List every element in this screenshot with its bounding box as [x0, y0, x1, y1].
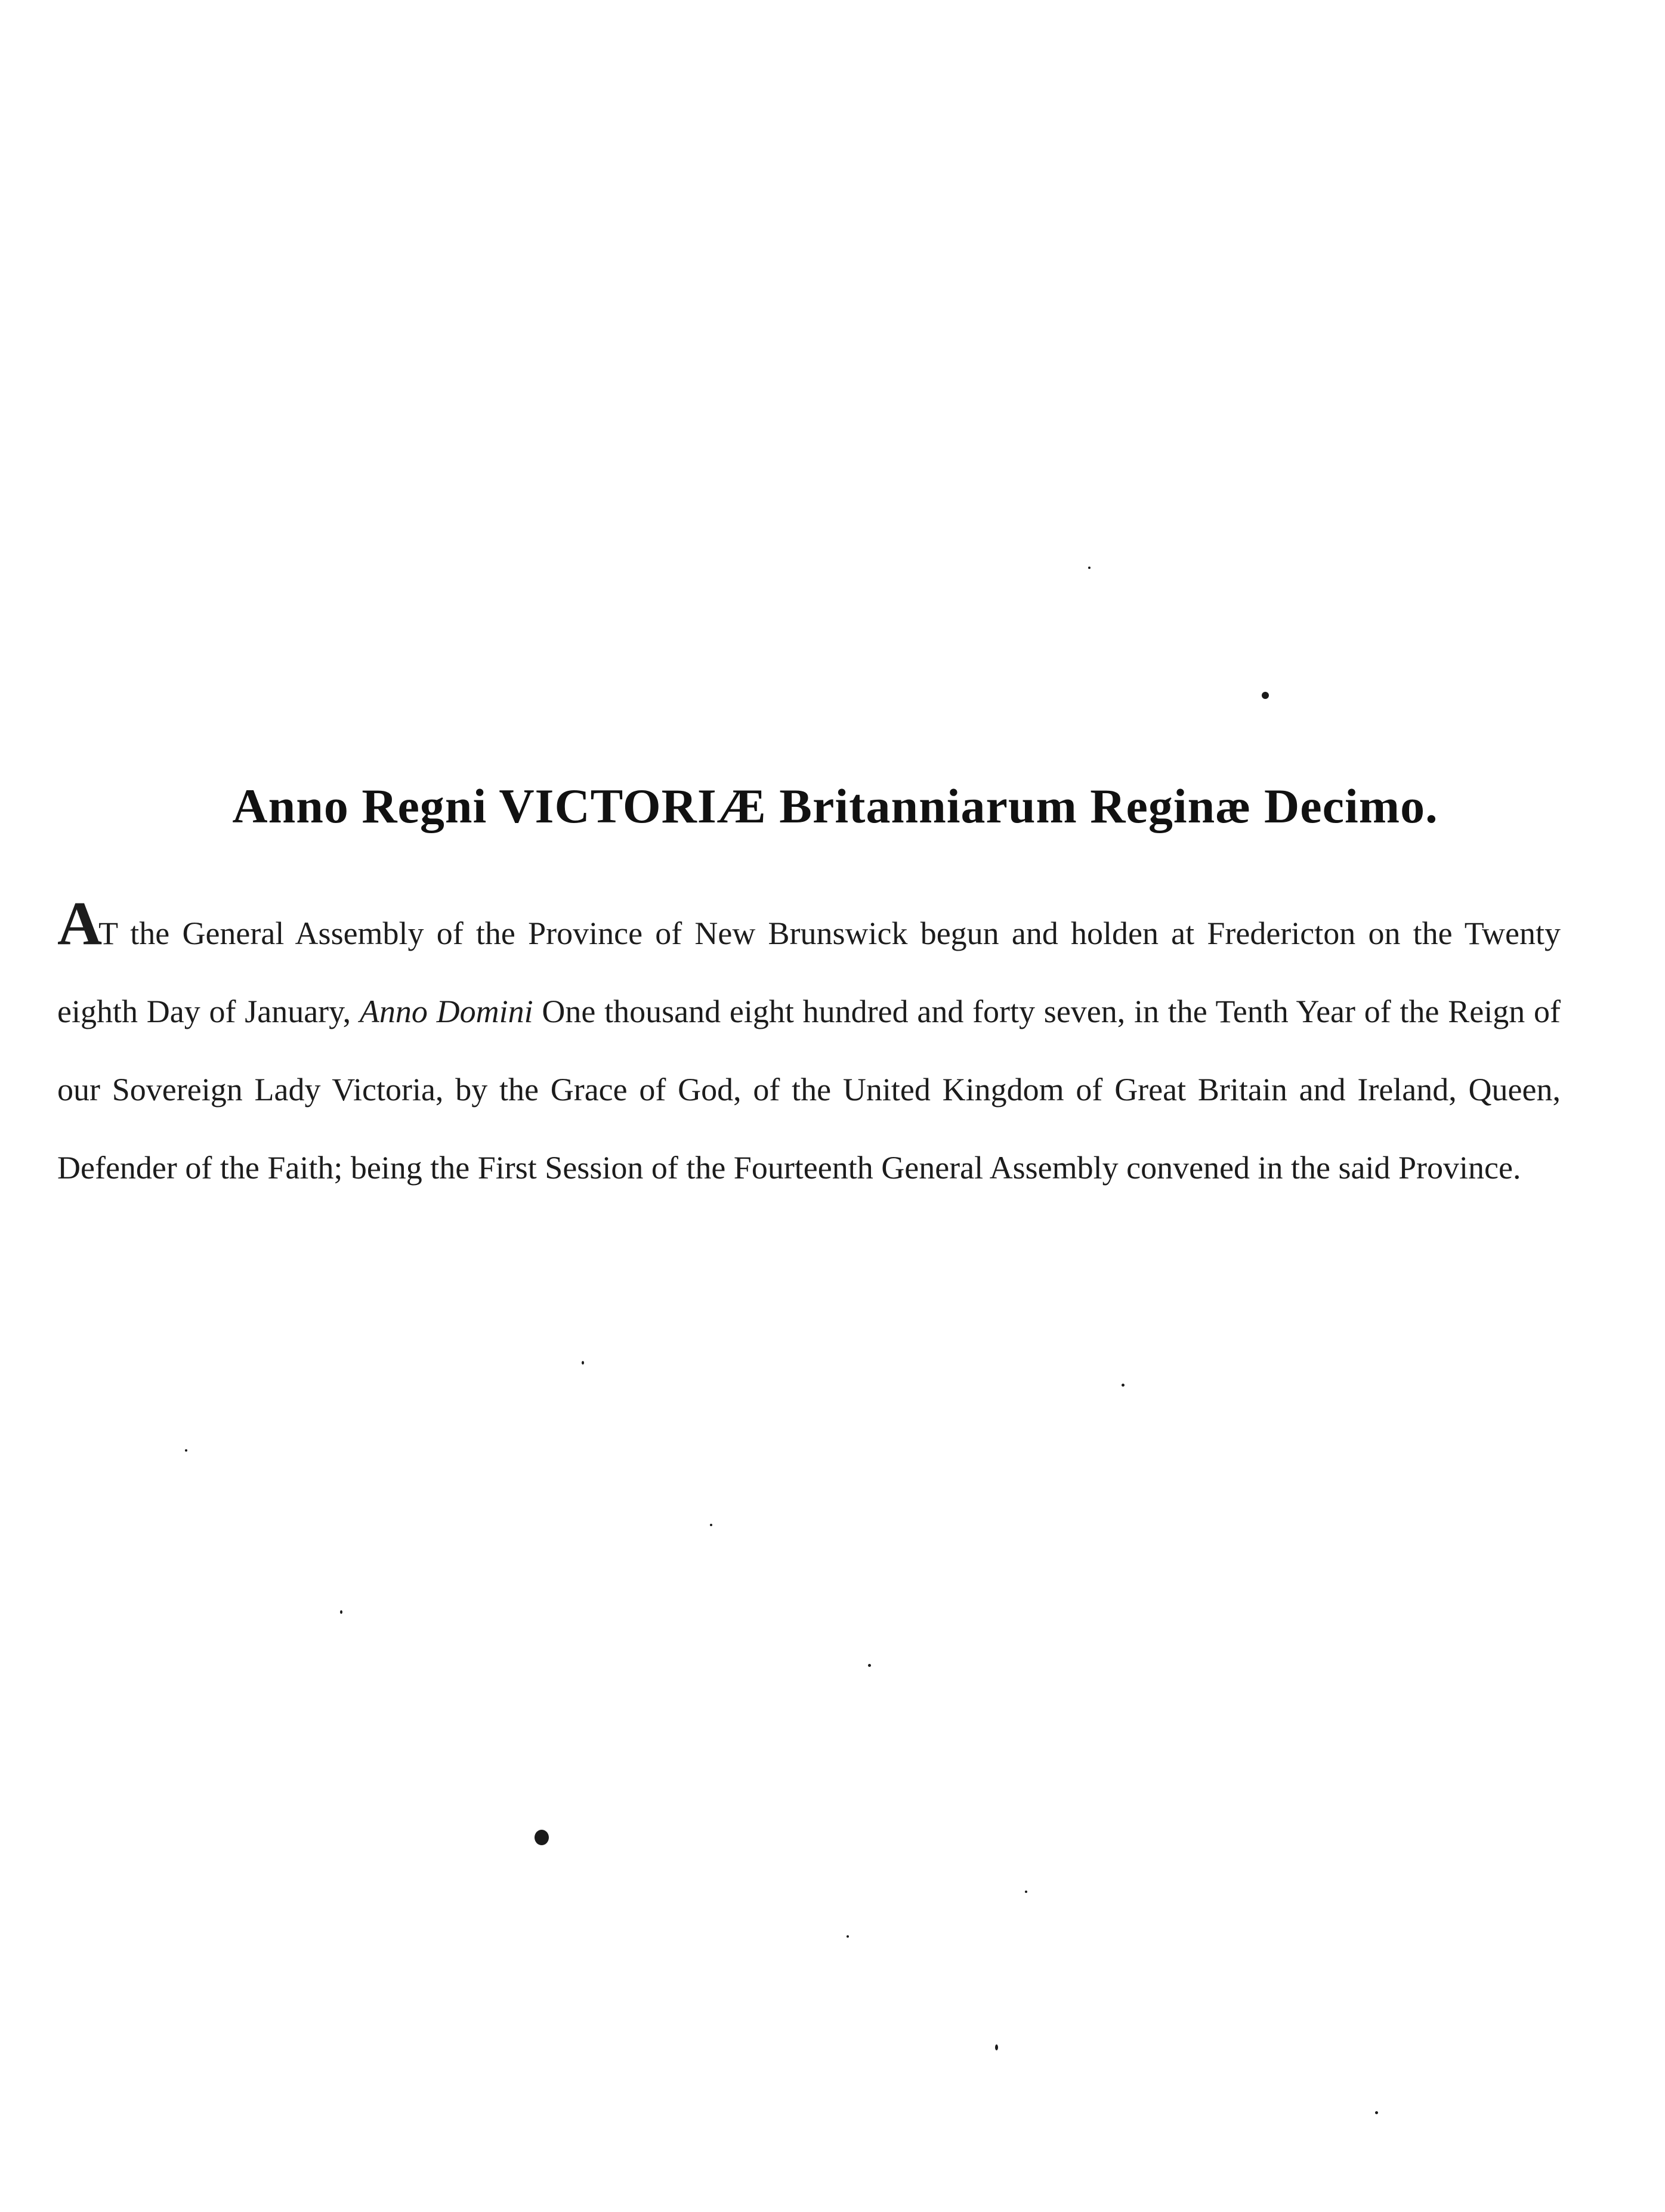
- scan-speck: [340, 1610, 342, 1614]
- scan-speck: [995, 2044, 998, 2050]
- preamble-italic-anno-domini: Anno Domini: [359, 994, 533, 1029]
- scan-speck: [1375, 2111, 1378, 2114]
- preamble-paragraph: [57, 889, 1561, 1207]
- preamble-text-part-1: T the General Assembly of the Province of New Brunswick begun and holden at Fredericton on the Twenty eighth Day of January,: [57, 915, 1561, 1029]
- scan-speck: [1025, 1891, 1027, 1893]
- scan-speck: [868, 1664, 871, 1667]
- scan-speck: [582, 1361, 584, 1365]
- scan-speck: [1088, 567, 1091, 569]
- scan-speck: [185, 1449, 187, 1452]
- preamble-text-part-2: One thousand eight hundred and forty seven, in the Tenth Year of the Reign of our Sovereign Lady Victoria, by the Grace of God, of the United Kingdom of Great Britain and Ireland, Queen, Defender of the Faith; being the First Session of the Fourteenth General Assembly convened in the said Province.: [57, 994, 1561, 1186]
- scan-speck: [847, 1935, 849, 1938]
- scan-speck: [1262, 692, 1269, 699]
- drop-cap-letter: A: [57, 889, 99, 958]
- scan-speck: [535, 1830, 549, 1845]
- scan-speck: [1122, 1384, 1125, 1387]
- document-title: Anno Regni VICTORIÆ Britanniarum Reginæ Decimo.: [232, 779, 1438, 833]
- scan-speck: [710, 1524, 712, 1526]
